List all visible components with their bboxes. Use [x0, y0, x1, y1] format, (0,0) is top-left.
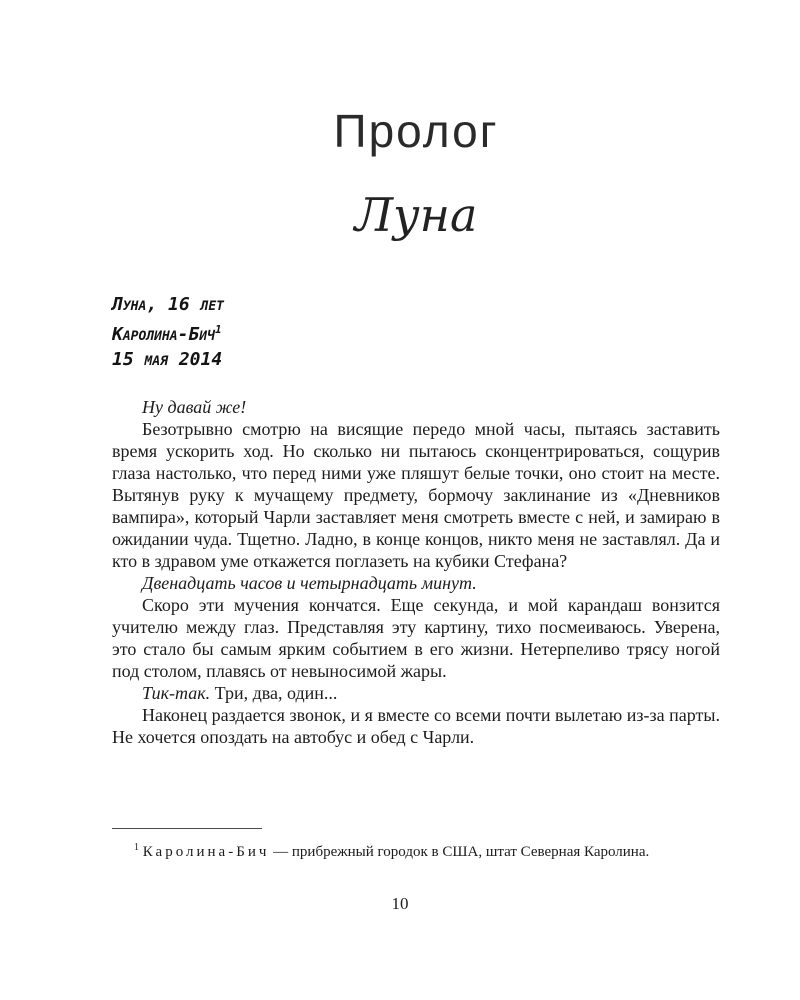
paragraph: Наконец раздается звонок, и я вместе со всеми почти вылетаю из-за парты. Не хочется опоздать на автобус и обед с Чарли.	[112, 705, 720, 747]
footnote-reference: 1	[214, 323, 222, 336]
chapter-title: Луна	[354, 188, 478, 242]
chapter-meta-block	[112, 292, 720, 372]
footnote-definition: — прибрежный городок в США, штат Северная Каролина.	[269, 844, 650, 860]
paragraph: Скоро эти мучения кончатся. Еще секунда, и мой карандаш вонзится учителю между глаз. Представляя эту картину, тихо посмеиваюсь. Уверена, это стало бы самым ярким событием в его жизни. Нетерпеливо трясу ногой под столом, плавясь от невыносимой жары.	[112, 595, 720, 681]
meta-location	[112, 317, 720, 347]
footnote-term: Каролина-Бич	[142, 844, 270, 860]
page-number: 10	[391, 894, 409, 913]
paragraph-rest: Три, два, один...	[214, 683, 338, 703]
meta-character-age: Луна, 16 лет	[112, 294, 224, 315]
footnote-text	[112, 838, 720, 862]
body-text	[112, 396, 720, 748]
footnote-block	[112, 828, 720, 862]
page-title: Пролог	[333, 105, 499, 157]
paragraph	[112, 682, 720, 704]
paragraph-lead-italic: Тик-так.	[142, 683, 211, 703]
paragraph: Ну давай же!	[142, 397, 247, 417]
footnote-divider	[112, 828, 262, 829]
paragraph: Двенадцать часов и четырнадцать минут.	[142, 573, 477, 593]
meta-date: 15 мая 2014	[112, 349, 223, 370]
paragraph: Безотрывно смотрю на висящие передо мной часы, пытаясь заставить время ускорить ход. Но сколько ни пытаюсь сконцентрироваться, сощурив глаза настолько, что перед ними уже пляшут белые точки, оно стоит на месте. Вытянув руку к мучащему предмету, бормочу заклинание из «Дневников вампира», который Чарли заставляет меня смотреть вместе с ней, и замираю в ожидании чуда. Тщетно. Ладно, в конце концов, никто меня не заставлял. Да и кто в здравом уме откажется поглазеть на кубики Стефана?	[112, 419, 720, 571]
page-content	[112, 0, 720, 748]
footnote-marker: 1	[134, 842, 139, 853]
meta-location-text: Каролина-Бич	[112, 324, 215, 345]
